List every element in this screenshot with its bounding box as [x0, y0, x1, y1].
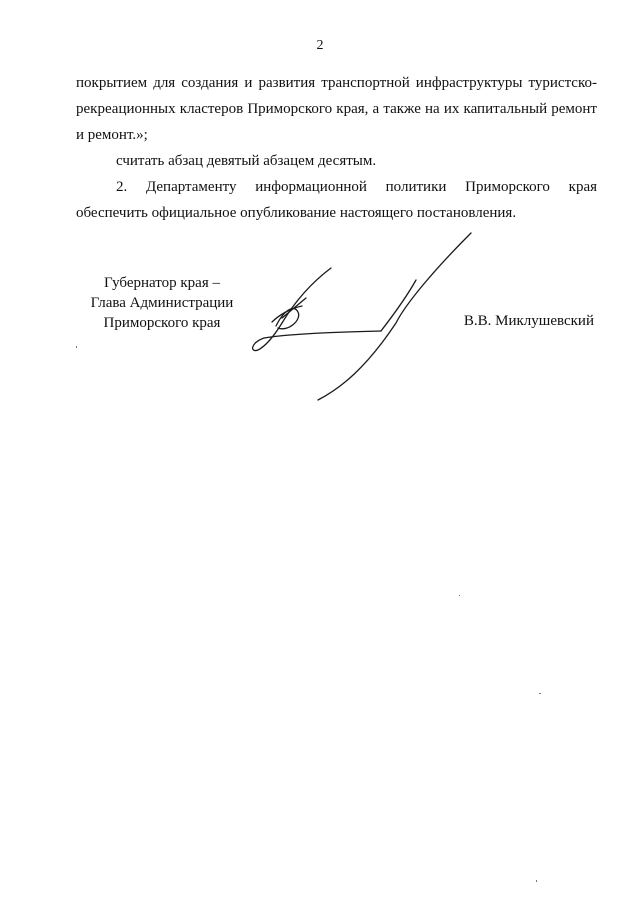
- signatory-title: [78, 273, 246, 333]
- scan-speck: [539, 693, 541, 694]
- paragraph-renumber: считать абзац девятый абзацем десятым.: [116, 153, 377, 169]
- scan-speck: [76, 346, 77, 348]
- signatory-title-line-2: Глава Администрации: [90, 295, 234, 311]
- handwritten-signature: [236, 228, 486, 408]
- page-number: 2: [316, 38, 324, 53]
- scan-speck: [536, 880, 537, 882]
- signatory-name: В.В. Миклушевский: [463, 313, 594, 329]
- paragraph-publication-order: 2. Департаменту информационной политики Приморского края обеспечить официальное опубликование настоящего постановления.: [76, 179, 597, 221]
- signatory-title-line-3: Приморского края: [103, 315, 221, 331]
- paragraph-continuation: покрытием для создания и развития транспортной инфраструктуры туристско-рекреационных кластеров Приморского края, а также на их капитальный ремонт и ремонт.»;: [76, 75, 597, 143]
- scan-speck: [459, 595, 460, 596]
- signatory-title-line-1: Губернатор края –: [104, 275, 220, 291]
- document-body: [76, 70, 597, 226]
